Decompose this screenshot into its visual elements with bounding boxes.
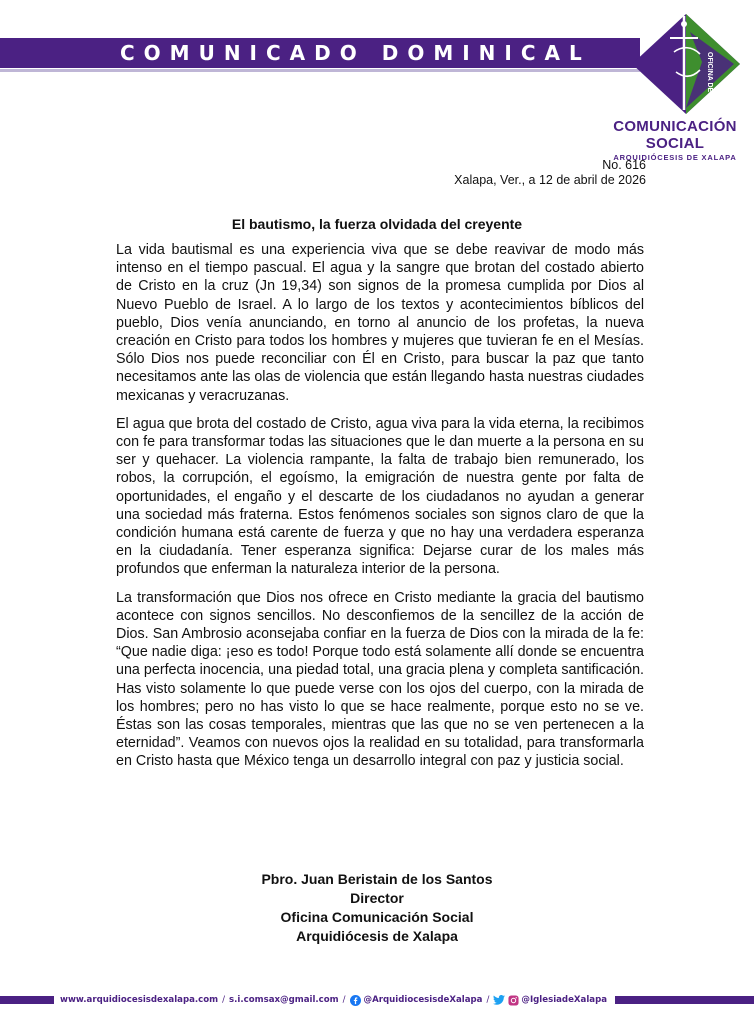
footer-lead-bar bbox=[0, 996, 54, 1004]
separator: / bbox=[222, 995, 226, 1005]
email-link[interactable]: s.i.comsax@gmail.com bbox=[229, 995, 339, 1005]
instagram-icon[interactable] bbox=[507, 994, 519, 1006]
signer-org: Arquidiócesis de Xalapa bbox=[296, 928, 458, 944]
separator: / bbox=[486, 995, 490, 1005]
footer-tail-bar bbox=[615, 996, 754, 1004]
document-meta bbox=[454, 158, 646, 188]
document-body bbox=[116, 241, 644, 781]
logo-subtitle: ARQUIDIÓCESIS DE XALAPA bbox=[613, 153, 737, 162]
logo-name: COMUNICACIÓN SOCIAL bbox=[613, 118, 737, 152]
header-title: COMUNICADO DOMINICAL bbox=[120, 41, 591, 65]
logo-mark-icon bbox=[630, 12, 742, 116]
signer-role: Director bbox=[350, 890, 404, 906]
footer bbox=[0, 990, 754, 1010]
document-title: El bautismo, la fuerza olvidada del creyente bbox=[231, 216, 523, 232]
paragraph-1: La vida bautismal es una experiencia viva que se debe reavivar de modo más intenso en el tiempo pascual. El agua y la sangre que brotan del costado abierto de Cristo en la cruz (Jn 19,34) son signos de la promesa cumplida por Dios al Nuevo Pueblo de Israel. A lo largo de los textos y acontecimientos bíblicos del pueblo, Dios venía anunciando, en torno al anuncio de los profetas, la nueva creación en Cristo para todos los hombres y mujeres que tuvieran fe en el Mesías. Sólo Dios nos puede reconciliar con Él en Cristo, para buscar la paz que tanto necesitamos ante las olas de violencia que están llegando hasta nuestras ciudades mexicanas y veracruzanas. bbox=[116, 242, 644, 404]
place-date: Xalapa, Ver., a 12 de abril de 2026 bbox=[454, 173, 646, 187]
twitter-icon[interactable] bbox=[493, 994, 505, 1006]
website-link[interactable]: www.arquidiocesisdexalapa.com bbox=[60, 995, 219, 1005]
logo-text bbox=[596, 118, 754, 162]
header-underline bbox=[0, 69, 640, 72]
office-logo bbox=[630, 12, 742, 116]
logo-badge-text: OFICINA DE bbox=[706, 52, 713, 93]
separator: / bbox=[342, 995, 346, 1005]
instagram-link[interactable]: @IglesiadeXalapa bbox=[521, 995, 608, 1005]
facebook-link[interactable]: @ArquidiocesisdeXalapa bbox=[363, 995, 483, 1005]
signer-name: Pbro. Juan Beristain de los Santos bbox=[261, 871, 493, 887]
paragraph-3: La transformación que Dios nos ofrece en Cristo mediante la gracia del bautismo acontece con signos sencillos. No desconfiemos de la sencillez de la acción de Dios. San Ambrosio aconsejaba confiar en la fuerza de Dios con la mirada de la fe: “Que nadie diga: ¡eso es todo! Porque todo está solamente allí donde se encuentra una perfecta inocencia, una piedad total, una gracia plena y completa santificación. Has visto solamente lo que puede verse con los ojos del cuerpo, con la mirada de los hombres; pero no has visto lo que se hace realmente, porque esto no se ve. Éstas son las cosas temporales, mientras que las que no se ven pertenecen a la eternidad”. Veamos con nuevos ojos la realidad en su totalidad, para transformarla en Cristo hasta que México tenga un desarrollo integral con paz y justicia social. bbox=[116, 589, 644, 770]
paragraph-2: El agua que brota del costado de Cristo, agua viva para la vida eterna, la recibimos con fe para transformar todas las situaciones que le dan muerte a la persona en su ser y quehacer. La violencia rampante, la falta de trabajo bien remunerado, los robos, la corrupción, el egoísmo, la emigración de nuestra gente por falta de oportunidades, el engaño y el descarte de los ciudadanos no ayudan a generar una sociedad más fraterna. Estos fenómenos sociales son signos claro de que la condición humana está carente de fuerza y que no hay una verdadera esperanza en la ciudadanía. Tener esperanza significa: Dejarse curar de los males más profundos que enferman la naturaleza interior de la persona. bbox=[116, 415, 644, 578]
signature-block bbox=[0, 870, 754, 946]
facebook-icon[interactable] bbox=[350, 994, 362, 1006]
document-number: No. 616 bbox=[602, 158, 646, 172]
signer-office: Oficina Comunicación Social bbox=[280, 909, 474, 925]
